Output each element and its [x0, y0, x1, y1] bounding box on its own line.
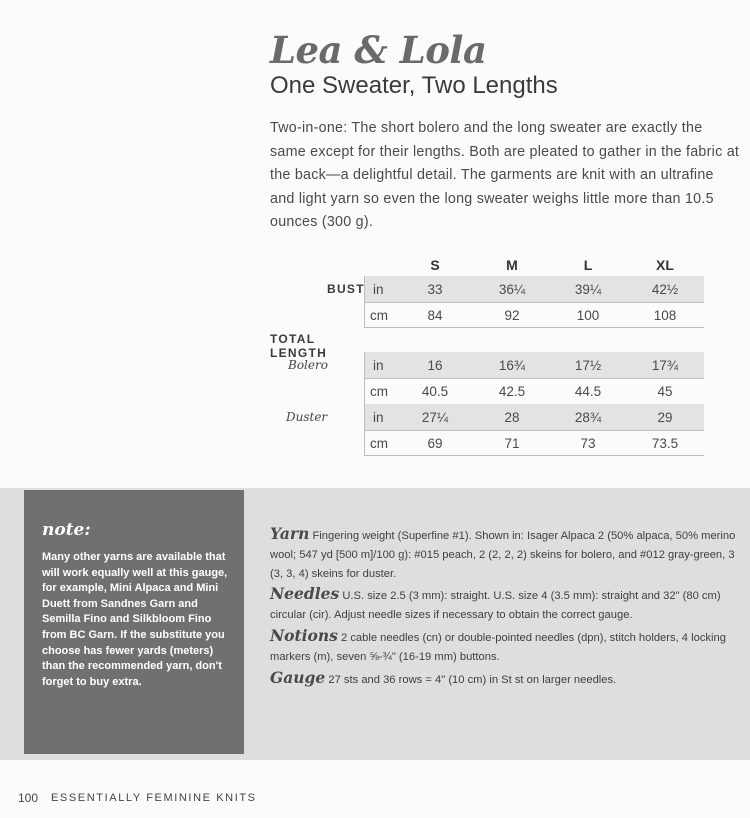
table-cell: 17¾ — [651, 358, 679, 373]
yarn-spec — [270, 525, 740, 583]
bust-label: BUST — [327, 282, 365, 296]
needles-spec — [270, 585, 740, 625]
unit-in: in — [373, 358, 384, 373]
size-header-m: M — [506, 257, 518, 273]
table-cell: 16¾ — [498, 358, 526, 373]
page-title: Lea & Lola — [270, 28, 487, 72]
needles-label: Needles — [270, 584, 340, 604]
table-cell: 92 — [504, 308, 520, 323]
table-cell: 28¾ — [574, 410, 602, 425]
duster-label: Duster — [286, 410, 328, 424]
unit-in: in — [373, 410, 384, 425]
size-header-xl: XL — [656, 257, 674, 273]
table-cell: 69 — [427, 436, 443, 451]
intro-paragraph: Two-in-one: The short bolero and the long sweater are exactly the same except for their lengths. Both are pleated to gather in the fabric at the back—a delightful detail. The garments are knit with an ultrafine and light yarn so even the long sweater weighs little more than 10.5 ounces (300 g). — [270, 120, 740, 231]
unit-cm: cm — [370, 384, 388, 399]
materials-specs — [270, 525, 740, 691]
book-title: ESSENTIALLY FEMININE KNITS — [51, 792, 257, 804]
notions-spec — [270, 627, 740, 667]
table-cell: 108 — [653, 308, 677, 323]
bolero-label: Bolero — [288, 358, 328, 372]
table-cell: 27¼ — [421, 410, 449, 425]
page-subtitle: One Sweater, Two Lengths — [270, 72, 558, 99]
note-title: note: — [42, 520, 91, 540]
table-cell: 45 — [657, 384, 673, 399]
table-divider — [364, 302, 704, 303]
table-divider — [364, 455, 704, 456]
gauge-label: Gauge — [270, 667, 326, 687]
table-cell: 33 — [427, 282, 443, 297]
table-divider — [364, 378, 704, 379]
table-cell: 17½ — [574, 358, 602, 373]
table-cell: 16 — [427, 358, 443, 373]
unit-in: in — [373, 282, 384, 297]
table-cell: 36¼ — [498, 282, 526, 297]
table-cell: 84 — [427, 308, 443, 323]
note-text: Many other yarns are available that will work equally well at this gauge, for example, Mini Alpaca and Mini Duett from Sandnes Garn and Semilla Fino and Silkbloom Fino from BC Garn. If the substitute you choose has fewer yards (meters) than the recommended yarn, don't forget to buy extra. — [42, 551, 228, 688]
needles-text: U.S. size 2.5 (3 mm): straight. U.S. size 4 (3.5 mm): straight and 32" (80 cm) circular (cir). Adjust needle sizes if necessary to obtain the correct gauge. — [270, 590, 721, 622]
unit-cm: cm — [370, 308, 388, 323]
gauge-text: 27 sts and 36 rows = 4" (10 cm) in St st on larger needles. — [325, 673, 617, 686]
notions-label: Notions — [270, 625, 338, 645]
table-cell: 73 — [580, 436, 596, 451]
yarn-label: Yarn — [270, 524, 310, 543]
page-number: 100 — [18, 791, 39, 805]
gauge-spec — [270, 669, 740, 690]
yarn-text: Fingering weight (Superfine #1). Shown in: Isager Alpaca 2 (50% alpaca, 50% merino wool; 547 yd [500 m]/100 g): #015 peach, 2 (2, 2, 2) skeins for bolero, and #012 gray-green, 3 (3, 3, 4) skeins for duster. — [270, 530, 736, 580]
table-divider — [364, 327, 704, 328]
table-divider — [364, 352, 365, 455]
table-cell: 39¼ — [574, 282, 602, 297]
unit-cm: cm — [370, 436, 388, 451]
table-cell: 42.5 — [498, 384, 526, 399]
table-cell: 40.5 — [421, 384, 449, 399]
size-header-l: L — [583, 257, 593, 273]
table-cell: 73.5 — [651, 436, 679, 451]
table-divider — [364, 430, 704, 431]
table-cell: 71 — [504, 436, 520, 451]
table-cell: 42½ — [651, 282, 679, 297]
table-cell: 29 — [657, 410, 673, 425]
table-cell: 28 — [504, 410, 520, 425]
total-length-label: TOTAL LENGTH — [270, 332, 328, 360]
notions-text: 2 cable needles (cn) or double-pointed needles (dpn), stitch holders, 4 locking markers (m), seven ⅝-¾" (16-19 mm) buttons. — [270, 631, 726, 663]
table-cell: 100 — [576, 308, 600, 323]
table-cell: 44.5 — [574, 384, 602, 399]
size-header-s: S — [430, 257, 440, 273]
